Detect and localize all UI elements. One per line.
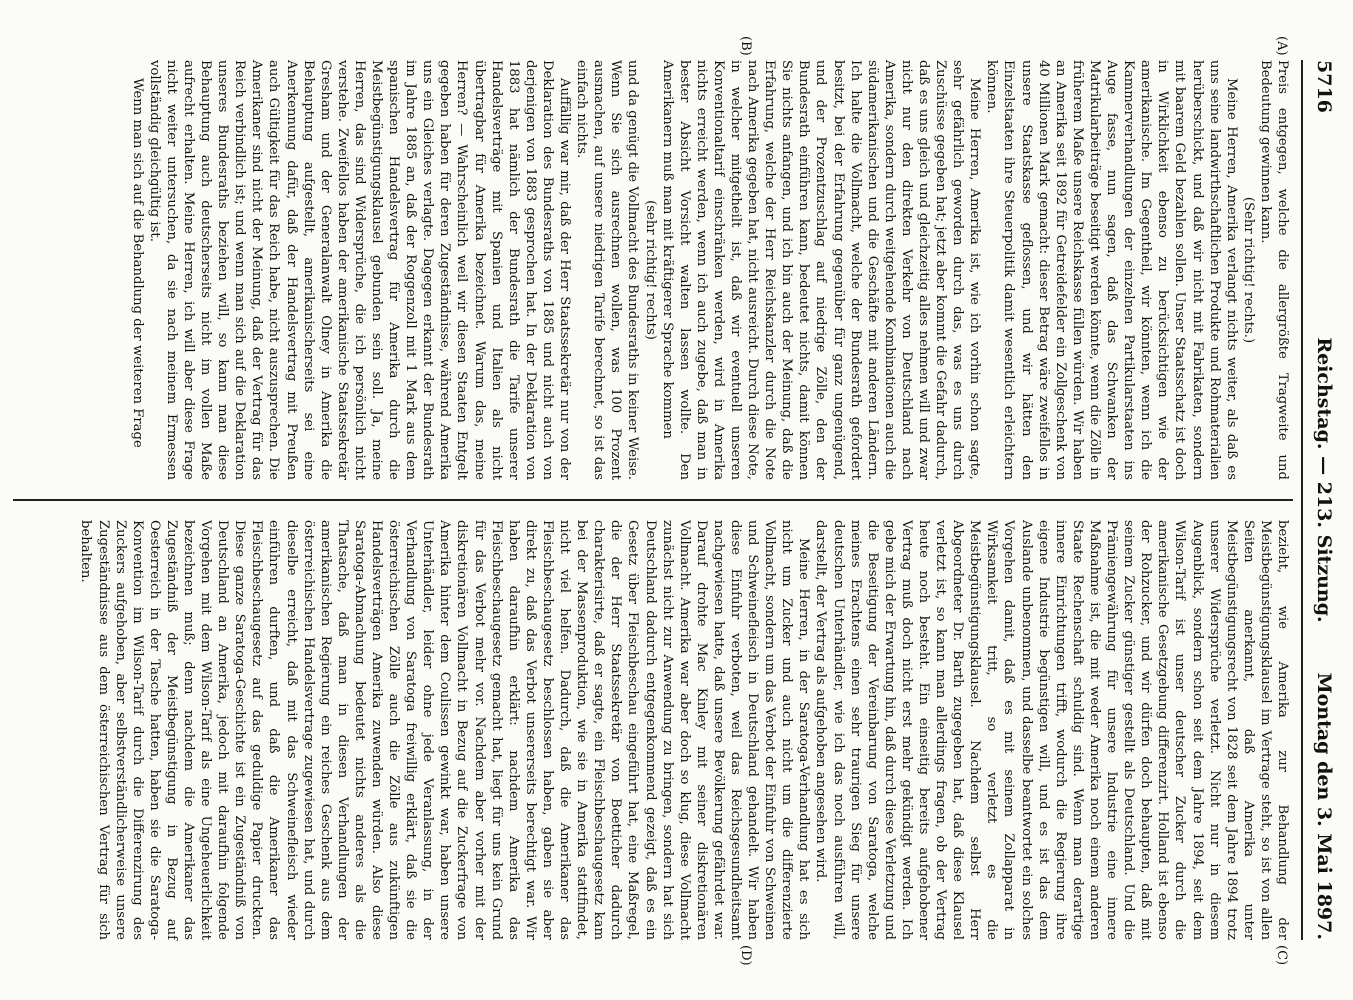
paragraph: bezieht, wie Amerika zur Behandlung der Meistbegünstigungsklausel im Vertrage steht, so ist von allen Seiten anerkannt, daß Amerika unter Meistbegünstigungsrecht von 1828 seit dem Jahre 1894 trotz unserer Widersprüche verletzt. Nicht nur in diesem Augenblick, sondern schon seit dem Jahre 1894, seit dem Wilson-Tarif ist unser deutscher Zucker durch die amerikanische Gesetzgebung differenzirt. Holland ist ebenso der Rohzucker, und wir dürfen doch behaupten, daß mit seinem Zucker günstiger gestellt als Deutschland. Und die Prämiengewährung für unsere Industrie eine innere Maßnahme ist, die mit weder Amerika noch einem anderen Staate Rechenschaft schuldig sind. Wenn man derartige innere Einrichtungen trifft, wodurch die Regierung ihre eigene Industrie begünstigen will, und es ist das dem Auslande unbenommen, und dasselbe beantwortet ein solches Vorgehen damit, daß es mit seinem Zollapparat in Wirksamkeit tritt, so verletzt es die Meistbegünstigungsklausel. Nachdem selbst Herr Abgeordneter Dr. Barth zugegeben hat, daß diese Klausel verletzt ist, so kann man allerdings fragen, ob der Vertrag heute noch besteht. Ein einseitig bereits aufgehobener Vertrag muß doch nicht erst mehr gekündigt werden. Ich gebe mich der Erwartung hin, daß durch diese Verletzung und die Beseitigung der Vereinbarung von Saratoga, welche meines Erachtens einen sehr traurigen Sieg für unsere deutschen Unterhändler, wie ich das noch ausführen will, darstellt, der Vertrag als aufgehoben angesehen wird. bbox=[813, 520, 1290, 940]
left-column bbox=[129, 60, 1291, 480]
margin-marker-c: (C) bbox=[1274, 945, 1289, 966]
page-title: Reichstag. — 213. Sitzung. bbox=[1313, 337, 1335, 623]
paragraph: Meine Herren, in der Saratoga-Verhandlung hat es sich nicht um Zucker und auch nicht um die differenzierte Vollmacht, sondern um das Verbot der Einfuhr von Schweinen und Schweinefleisch in Deutschland gehandelt. Wir haben diese Einfuhr verboten, weil das Reichsgesundheitsamt nachgewiesen hatte, daß unsere Bevölkerung gefährdet war. Darauf drohte Mac Kinley mit seiner diskretionären Vollmacht. Amerika war aber doch so klug, diese Vollmacht zunächst nicht zur Anwendung zu bringen, sondern hat sich Deutschland dadurch entgegenkommend gezeigt, daß es ein Gesetz über Fleischbeschau eingeführt hat, eine Maßregel, die der Herr Staatssekretär von Boetticher dadurch charakterisirte, daß er sagte, ein Fleischbeschaugesetz kam bei der Massenproduktion, wie sie in Amerika stattfindet, nicht viel helfen. Dadurch, daß die Amerikaner das Fleischbeschaugesetz beschlossen haben, gaben sie aber direkt zu, daß das Verbot unsererseits berechtigt war. Wir haben daraufhin erklärt: nachdem Amerika das Fleischbeschaugesetz gemacht hat, liegt für uns kein Grund für das Verbot mehr vor. Nachdem aber vorher mit der diskretionären Vollmacht in Bezug auf die Zuckerfrage von Amerika hinter dem Coulissen gewinkt war, haben unsere Unterhändler, leider ohne jede Veranlassung, in der Verhandlung von Saratoga freiwillig erklärt, daß sie die österreichischen Zölle auch die Zölle aus zukünftigen Handelsverträgen Amerika zuwenden würden. Also diese Saratoga-Abmachung bedeutet nichts anderes als die Thatsache, daß man in diesen Verhandlungen der amerikanischen Regierung ein reiches Geschenk aus dem österreichischen Handelsvertrage zugewiesen hat, und durch dieselbe erreicht, daß mit das Schweinefleisch wieder einführen durften, und daß die Amerikaner das Fleischbeschaugesetz auf das geduldige Papier druckten. Diese ganze Saratoga-Geschichte ist ein Zugeständniß von Deutschland an Amerika, jedoch mit daraufhin folgende Vorgehen mit dem Wilson-Tarif als eine Ungeheuerlichkeit bezeichnen muß; denn nachdem die Amerikaner das Zugeständniß der Meistbegünstigung in Bezug auf Oesterreich in der Tasche hatten, haben sie die Saratoga-Konvention im Wilson-Tarif durch die Differenzirung des Zuckers aufgehoben, aber selbstverständlicherweise unsere Zugeständnisse aus dem österreichischen Vertrag für sich behalten. bbox=[78, 520, 812, 940]
page-date: Montag den 3. Mai 1897. bbox=[1313, 672, 1335, 940]
margin-marker-a: (A) bbox=[1274, 36, 1289, 56]
paragraph: Wenn man sich auf die Behandlung der weiteren Frage bbox=[129, 78, 145, 448]
interjection: (sehr richtig! rechts) bbox=[642, 200, 658, 340]
paragraph: Preis entgegen, welche die allergrößte Tragweite und Bedeutung gewinnen kann. bbox=[1257, 60, 1290, 480]
margin-marker-b: (B) bbox=[738, 36, 753, 56]
interjection: (Sehr richtig! rechts.) bbox=[1240, 196, 1256, 344]
column-divider bbox=[13, 499, 1293, 501]
page-header bbox=[1299, 60, 1335, 940]
paragraph: Auffällig war mir, daß der Herr Staatssekretär nur von der Deklaration des Bundesraths von 1885 und nicht auch von derjenigen von 1883 gesprochen hat. In der Deklaration von 1883 hat nämlich der Bundesrath die Tarife unserer Handelsverträge mit Spanien und Italien als nicht übertragbar für Amerika bezeichnet. Warum das, meine Herren? — Wahrscheinlich weil wir diesen Staaten Entgelt gegeben haben für deren Zugeständnisse, während Amerika uns ein Gleiches verlagte. Dagegen erkannt der Bundesrath im Jahre 1885 an, daß der Roggenzoll mit 1 Mark aus dem spanischen Handelsvertrag für Amerika durch die Meistbegünstigungsklausel gebunden sein soll. Ja, meine Herren, das sind Widersprüche, die ich persönlich nicht verstehe. Zweifellos haben der amerikanische Staatssekretär Gresham und der Generalanwalt Olney in Amerika die Behauptung aufgestellt, amerikanischerseits sei eine Anerkennung dafür, daß der Handelsvertrag mit Preußen auch Gültigkeit für das Reich habe, nicht auszusprechen. Die Amerikaner sind nicht der Meinung, daß der Vertrag für das Reich verbindlich ist; und wenn man sich auf die Deklaration unseres Bundesraths beziehen will, so kann man diese Behauptung auch deutscherseits nicht im vollen Maße aufrecht erhalten. Meine Herren, ich will aber diese Frage nicht weiter untersuchen, da sie nach meinem Ermessen vollständig gleichgültig ist. bbox=[146, 60, 573, 480]
margin-marker-d: (D) bbox=[738, 945, 753, 966]
paragraph: Meine Herren, Amerika ist, wie ich vorhin schon sagte, sehr gefährlich geworden durch das, was es uns durch Zuschüsse gegeben hat; jetzt aber kommt die Gefahr dadurch, daß es uns gleich und gleichzeitig alles nehmen will und zwar nicht nur den direkten Verkehr von Deutschland nach Amerika, sondern durch weitgehende Kombinationen auch die südamerikanischen und die Geschäfte mit anderen Ländern. Ich halte die Vollmacht, welche der Bundesrath gefordert besitzt, bei der Erfahrung gegenüber für ganz ungenügend, und der Prozentzuschlag auf niedrige Zölle, den der Bundesrath einführen kann, bedeutet nichts, damit können Sie nichts anfangen, und ich bin auch der Meinung, daß die Erfahrung, welche der Herr Reichskanzler durch die Note nach Amerika gegeben hat, nicht ausreicht. Durch diese Note, in welcher mitgetheilt ist, daß wir eventuell unseren Konventionaltarif einschränken werden, wird in Amerika nichts erreicht werden, wenn ich auch zugebe, daß man in bester Absicht Vorsicht walten lassen wollte. Den Amerikanern muß man mit kräftigerer Sprache kommen bbox=[659, 60, 983, 480]
paragraph: Meine Herren, Amerika verlangt nichts weiter, als daß es uns seine landwirthschaftlichen Produkte und Rohmaterialien herüberschickt, und daß wir nicht mit Fabrikaten, sondern mit baarem Geld bezahlen sollen. Unser Staatsschatz ist doch in Wirklichkeit ebenso zu berücksichtigen wie der amerikanische. Im Gegentheil, wir könnten, wenn ich die Kammerverhandlungen der einzelnen Partikularstaaten ins Auge fasse, nun sagen, daß das Schwanken der Matrikularbeiträge beseitigt werden könnte, wenn die Zölle in früherem Maße unsere Reichskasse füllen würden. Wir haben an Amerika seit 1892 für Getreidefelder ein Zollgeschenk von 40 Millionen Mark gemacht: dieser Betrag wäre zweifellos in unsere Staatskasse geflossen, und wir hätten den Einzelstaaten ihre Steuerpolitik damit wesentlich erleichtern können. bbox=[984, 60, 1239, 480]
header-rule bbox=[1301, 60, 1303, 940]
paragraph: und da genügt die Vollmacht des Bundesraths in keiner Weise. Wenn Sie sich ausrechnen wollen, was 100 Prozent ausmachen, auf unsere niedrigen Tarife berechnet, so ist das einfach nichts. bbox=[574, 60, 641, 480]
right-column bbox=[77, 520, 1291, 940]
page-number: 5716 bbox=[1313, 60, 1335, 113]
